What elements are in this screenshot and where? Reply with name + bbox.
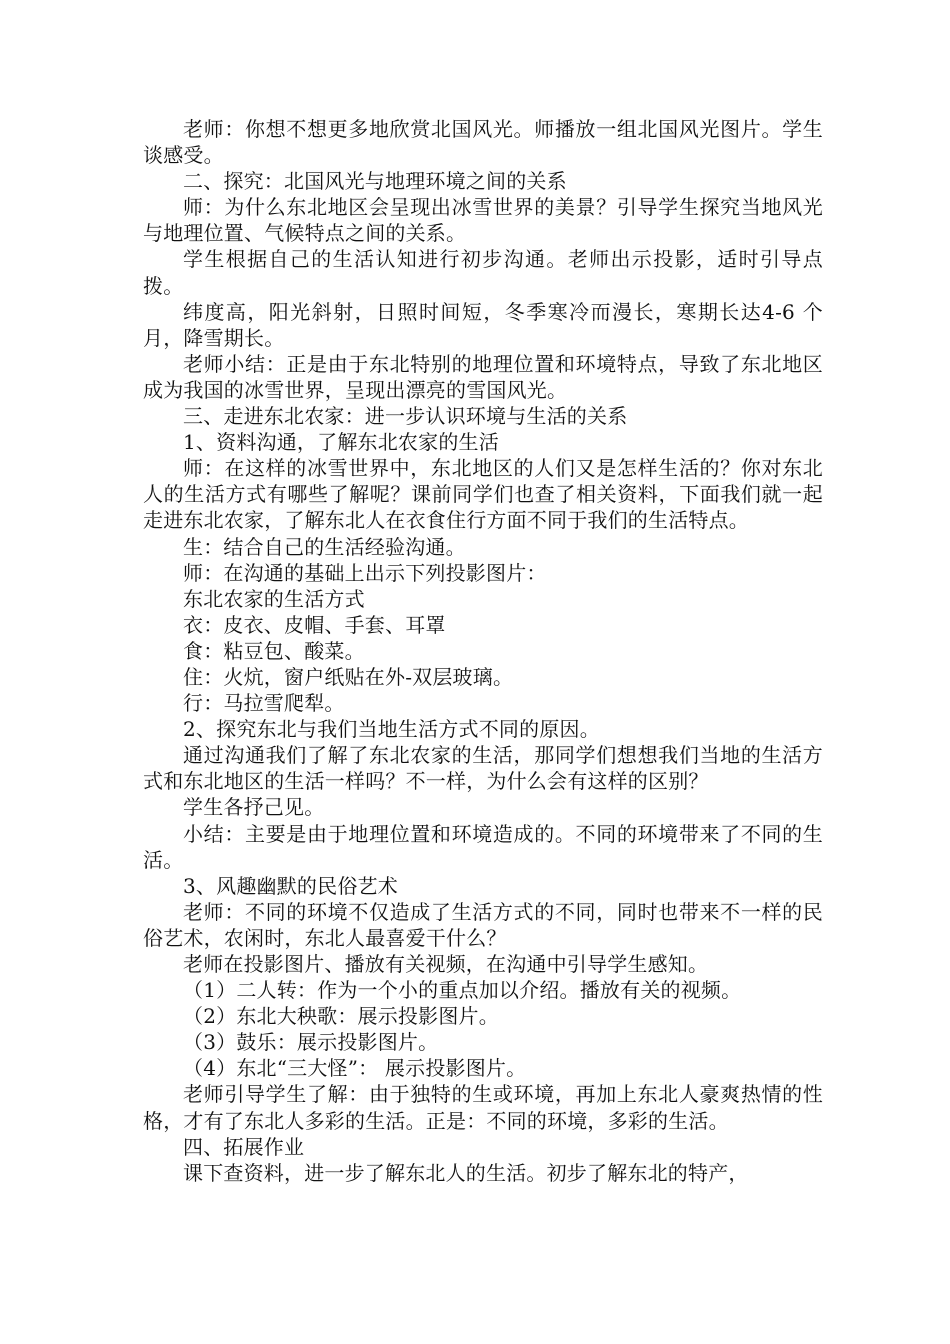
list-item: 住：火炕，窗户纸贴在外-双层玻璃。 <box>183 664 514 689</box>
list-title: 东北农家的生活方式 <box>183 586 365 611</box>
paragraph: 生：结合自己的生活经验沟通。 <box>183 534 466 559</box>
list-item: 食：粘豆包、酸菜。 <box>183 638 365 663</box>
paragraph: 师：为什么东北地区会呈现出冰雪世界的美景？引导学生探究当地风光与地理位置、气候特点之间的关系。 <box>143 195 823 246</box>
section-heading: 三、走进东北农家：进一步认识环境与生活的关系 <box>183 404 628 429</box>
paragraph: 学生各抒己见。 <box>183 795 325 820</box>
paragraph: 老师：不同的环境不仅造成了生活方式的不同，同时也带来不一样的民俗艺术，农闲时，东北人最喜爱干什么？ <box>143 899 823 950</box>
section-heading: 二、探究：北国风光与地理环境之间的关系 <box>183 169 567 194</box>
list-item: （3）鼓乐：展示投影图片。 <box>183 1030 439 1055</box>
paragraph: 小结：主要是由于地理位置和环境造成的。不同的环境带来了不同的生活。 <box>143 821 823 872</box>
list-item: 行：马拉雪爬犁。 <box>183 691 345 716</box>
list-item: （4）东北“三大怪”： 展示投影图片。 <box>183 1056 527 1081</box>
paragraph: 通过沟通我们了解了东北农家的生活，那同学们想想我们当地的生活方式和东北地区的生活一样吗？不一样，为什么会有这样的区别？ <box>143 743 823 794</box>
list-item: （2）东北大秧歌：展示投影图片。 <box>183 1004 499 1029</box>
paragraph: 老师：你想不想更多地欣赏北国风光。师播放一组北国风光图片。学生谈感受。 <box>143 117 823 168</box>
paragraph: 老师引导学生了解：由于独特的生或环境，再加上东北人豪爽热情的性格，才有了东北人多彩的生活。正是：不同的环境，多彩的生活。 <box>143 1082 823 1133</box>
paragraph: 老师在投影图片、播放有关视频，在沟通中引导学生感知。 <box>183 952 709 976</box>
list-item: 衣：皮衣、皮帽、手套、耳罩 <box>183 612 446 637</box>
paragraph: 师：在这样的冰雪世界中，东北地区的人们又是怎样生活的？你对东北人的生活方式有哪些了解呢？课前同学们也查了相关资料，下面我们就一起走进东北农家，了解东北人在衣食住行方面不同于我们的生活特点。 <box>143 456 823 533</box>
document-page <box>143 116 823 1186</box>
paragraph: 老师小结：正是由于东北特别的地理位置和环境特点，导致了东北地区成为我国的冰雪世界，呈现出漂亮的雪国风光。 <box>143 351 823 402</box>
subsection-heading: 2、探究东北与我们当地生活方式不同的原因。 <box>183 717 600 742</box>
subsection-heading: 1、资料沟通，了解东北农家的生活 <box>183 430 499 455</box>
subsection-heading: 3、风趣幽默的民俗艺术 <box>183 873 398 898</box>
list-item: （1）二人转：作为一个小的重点加以介绍。播放有关的视频。 <box>183 978 742 1003</box>
paragraph: 师：在沟通的基础上出示下列投影图片： <box>183 560 547 585</box>
section-heading: 四、拓展作业 <box>183 1134 305 1159</box>
paragraph: 课下查资料，进一步了解东北人的生活。初步了解东北的特产， <box>183 1160 749 1185</box>
paragraph: 纬度高，阳光斜射，日照时间短，冬季寒冷而漫长，寒期长达4-6 个月，降雪期长。 <box>143 299 823 350</box>
paragraph: 学生根据自己的生活认知进行初步沟通。老师出示投影，适时引导点拨。 <box>143 247 823 298</box>
